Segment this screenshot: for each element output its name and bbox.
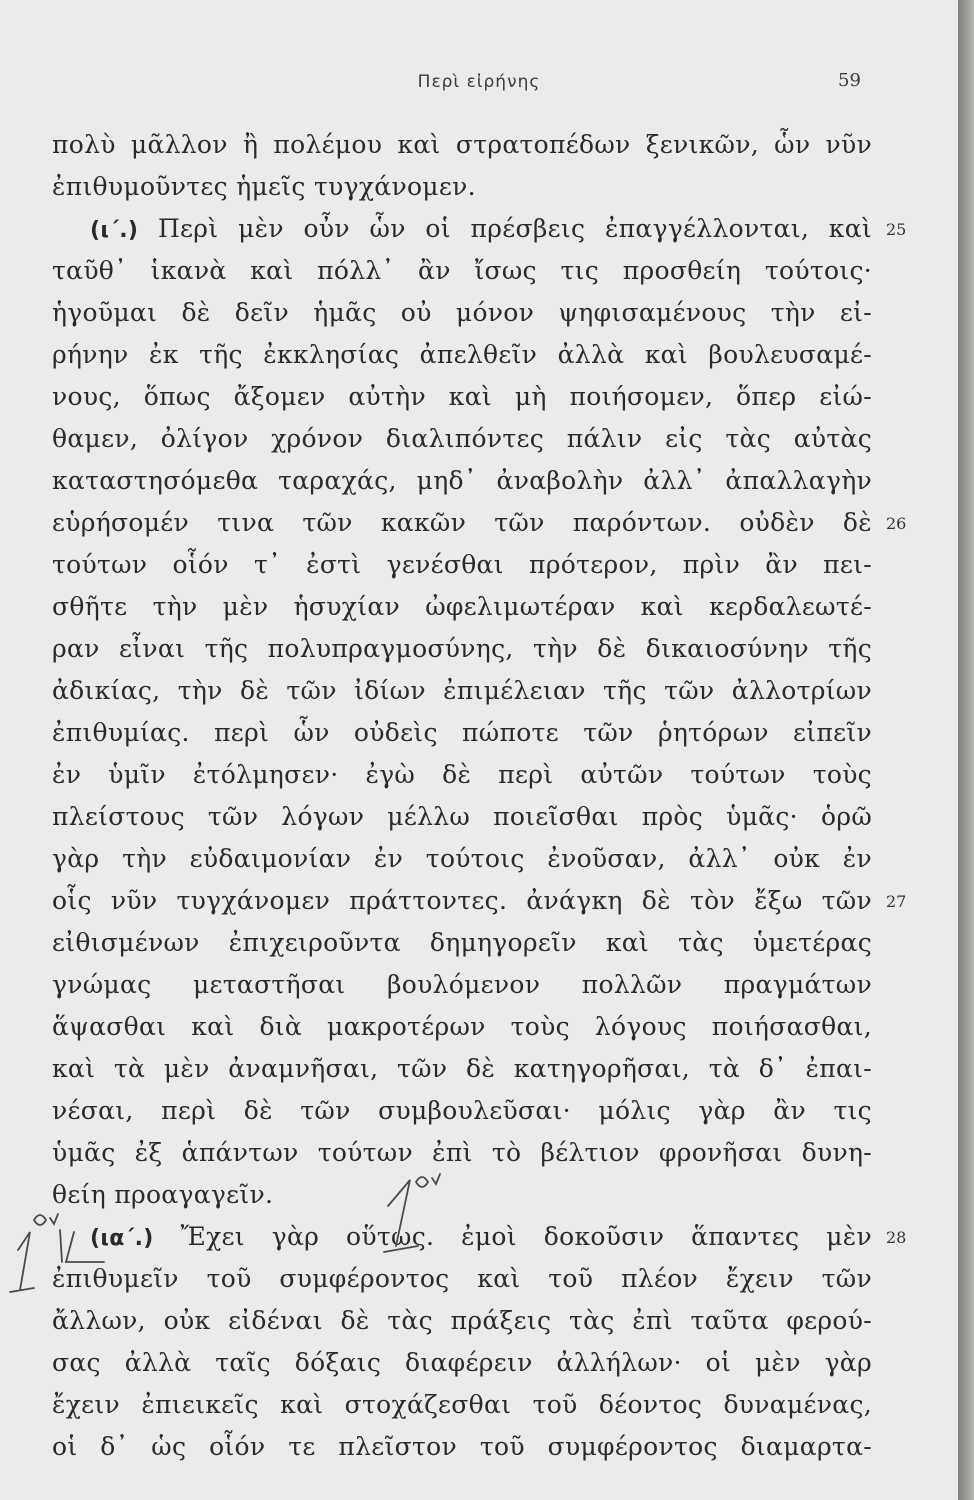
text-line: καταστησόμεθα ταραχάς, μηδ᾽ ἀναβολὴν ἀλλ᾽ ἀπαλλαγὴν	[52, 466, 872, 495]
text-line: σας ἀλλὰ ταῖς δόξαις διαφέρειν ἀλλήλων· οἱ μὲν γὰρ	[52, 1348, 872, 1377]
text-line: νους, ὅπως ἄξομεν αὐτὴν καὶ μὴ ποιήσομεν, ὅπερ εἰώ-	[52, 382, 872, 411]
text-line: ταῦθ᾽ ἱκανὰ καὶ πόλλ᾽ ἂν ἴσως τις προσθείη τούτοις·	[52, 256, 872, 285]
text-line: νέσαι, περὶ δὲ τῶν συμβουλεῦσαι· μόλις γὰρ ἂν τις	[52, 1096, 872, 1125]
page-edge-shadow	[958, 0, 974, 1500]
text-line: (ι΄.) Περὶ μὲν οὖν ὧν οἱ πρέσβεις ἐπαγγέλλονται, καὶ	[90, 214, 872, 243]
text-line: καὶ τὰ μὲν ἀναμνῆσαι, τῶν δὲ κατηγορῆσαι, τὰ δ᾽ ἐπαι-	[52, 1054, 872, 1083]
text-line: γνώμας μεταστῆσαι βουλόμενον πολλῶν πραγμάτων	[52, 970, 872, 999]
margin-line-number: 27	[886, 892, 907, 911]
text-line: ἐν ὑμῖν ἐτόλμησεν· ἐγὼ δὲ περὶ αὐτῶν τούτων τοὺς	[52, 760, 872, 789]
margin-line-number: 25	[886, 220, 907, 239]
text-line: εὑρήσομέν τινα τῶν κακῶν τῶν παρόντων. οὐδὲν δὲ	[52, 508, 872, 537]
handwritten-note-mark	[10, 1232, 34, 1292]
text-line: ἡγοῦμαι δὲ δεῖν ἡμᾶς οὐ μόνον ψηφισαμένους τὴν εἰ-	[52, 298, 872, 327]
text-line: πλείστους τῶν λόγων μέλλω ποιεῖσθαι πρὸς ὑμᾶς· ὁρῶ	[52, 802, 872, 831]
text-line: (ια΄.) Ἔχει γὰρ οὕτως. ἐμοὶ δοκοῦσιν ἅπαντες μὲν	[90, 1222, 873, 1251]
running-title: Περὶ εἰρήνης	[417, 72, 541, 92]
text-line: γὰρ τὴν εὐδαιμονίαν ἐν τούτοις ἐνοῦσαν, ἀλλ᾽ οὐκ ἐν	[52, 844, 872, 873]
text-line: ἐπιθυμεῖν τοῦ συμφέροντος καὶ τοῦ πλέον ἔχειν τῶν	[52, 1264, 872, 1293]
text-line: θείη προαγαγεῖν.	[52, 1180, 274, 1209]
text-line: ραν εἶναι τῆς πολυπραγμοσύνης, τὴν δὲ δικαιοσύνην τῆς	[52, 634, 872, 663]
page-number: 59	[838, 70, 861, 91]
text-line: ἐπιθυμοῦντες ἡμεῖς τυγχάνομεν.	[52, 172, 476, 201]
margin-line-number: 28	[886, 1228, 907, 1247]
text-line: ἄλλων, οὐκ εἰδέναι δὲ τὰς πράξεις τὰς ἐπὶ ταῦτα φερού-	[52, 1306, 872, 1335]
text-line: σθῆτε τὴν μὲν ἡσυχίαν ὠφελιμωτέραν καὶ κερδαλεωτέ-	[52, 592, 872, 621]
text-line: ἔχειν ἐπιεικεῖς καὶ στοχάζεσθαι τοῦ δέοντος δυναμένας,	[52, 1390, 872, 1419]
text-line: οἱ δ᾽ ὡς οἷόν τε πλεῖστον τοῦ συμφέροντος διαμαρτα-	[52, 1432, 872, 1461]
text-line: ρήνην ἐκ τῆς ἐκκλησίας ἀπελθεῖν ἀλλὰ καὶ βουλευσαμέ-	[52, 340, 872, 369]
handwritten-note-mark	[34, 1214, 58, 1225]
text-line: τούτων οἷόν τ᾽ ἐστὶ γενέσθαι πρότερον, πρὶν ἂν πει-	[52, 550, 872, 579]
text-line: εἰθισμένων ἐπιχειροῦντα δημηγορεῖν καὶ τὰς ὑμετέρας	[52, 928, 872, 957]
text-line: πολὺ μᾶλλον ἢ πολέμου καὶ στρατοπέδων ξενικῶν, ὧν νῦν	[52, 130, 872, 159]
section-number: (ι΄.)	[90, 218, 139, 243]
text-line: ἅψασθαι καὶ διὰ μακροτέρων τοὺς λόγους ποιήσασθαι,	[52, 1012, 872, 1041]
text-line: ἀδικίας, τὴν δὲ τῶν ἰδίων ἐπιμέλειαν τῆς τῶν ἀλλοτρίων	[52, 676, 872, 705]
text-line: θαμεν, ὀλίγον χρόνον διαλιπόντες πάλιν εἰς τὰς αὐτὰς	[52, 424, 872, 453]
text-line: ἐπιθυμίας. περὶ ὧν οὐδεὶς πώποτε τῶν ῥητόρων εἰπεῖν	[52, 718, 872, 747]
text-line: οἷς νῦν τυγχάνομεν πράττοντες. ἀνάγκη δὲ τὸν ἔξω τῶν	[52, 886, 872, 915]
section-number: (ια΄.)	[90, 1226, 154, 1251]
margin-line-number: 26	[886, 514, 907, 533]
text-line: ὑμᾶς ἐξ ἁπάντων τούτων ἐπὶ τὸ βέλτιον φρονῆσαι δυνη-	[52, 1138, 872, 1167]
